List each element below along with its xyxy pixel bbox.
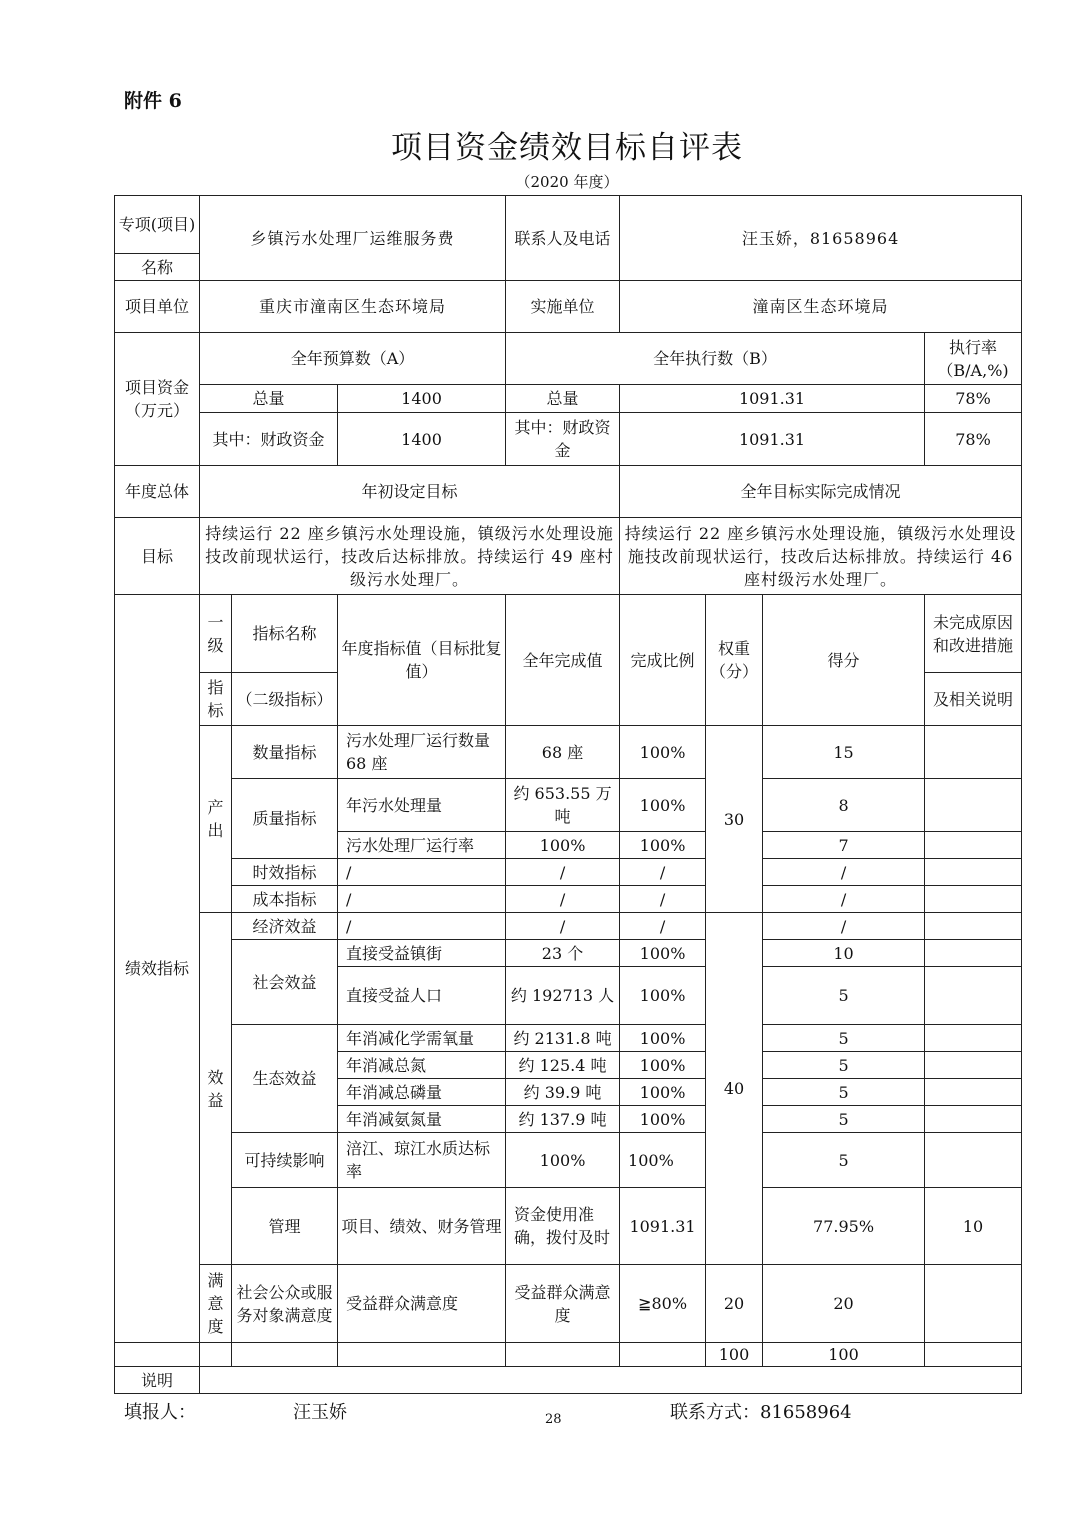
- contact-label: 联系人及电话: [506, 196, 620, 281]
- exec-header: 全年执行数（B）: [506, 333, 925, 385]
- indicator: 年消减总氮: [338, 1052, 506, 1079]
- reason: [925, 1079, 1022, 1106]
- h-weight: 权重（分）: [706, 595, 763, 726]
- funds-label: 项目资金（万元）: [115, 333, 200, 466]
- ratio: 100%: [620, 1106, 706, 1133]
- done: 约 192713 人: [506, 967, 620, 1025]
- h-level1: 一级: [200, 595, 232, 673]
- ratio: 100%: [620, 1079, 706, 1106]
- h-score: 得分: [763, 595, 925, 726]
- empty-cell: [200, 1343, 232, 1367]
- h-name: 指标名称: [232, 595, 338, 673]
- l2: 经济效益: [232, 913, 338, 940]
- goal-set: 持续运行 22 座乡镇污水处理设施，镇级污水处理设施技改前现状运行，技改后达标排放。持续运行 49 座村级污水处理厂。: [200, 518, 620, 595]
- empty-cell: [232, 1343, 338, 1367]
- note-value: [200, 1367, 1022, 1394]
- ratio: 100%: [620, 1052, 706, 1079]
- total-exec: 1091.31: [620, 385, 925, 413]
- unit-value: 重庆市潼南区生态环境局: [200, 281, 506, 333]
- total-rate: 78%: [925, 385, 1022, 413]
- empty-cell: [925, 1343, 1022, 1367]
- score: 7: [763, 832, 925, 859]
- fiscal-rate: 78%: [925, 413, 1022, 466]
- done: /: [506, 913, 620, 940]
- ratio: /: [620, 859, 706, 886]
- h-name-b: （二级指标）: [232, 673, 338, 726]
- ratio: 77.95%: [763, 1188, 925, 1265]
- ratio: 100%: [620, 1025, 706, 1052]
- reason: [925, 832, 1022, 859]
- indicator: 年污水处理量: [338, 779, 506, 832]
- l2: 数量指标: [232, 726, 338, 779]
- goal-actual-header: 全年目标实际完成情况: [620, 466, 1022, 518]
- empty-cell: [115, 1343, 200, 1367]
- goal-actual: 持续运行 22 座乡镇污水处理设施，镇级污水处理设施技改前现状运行，技改后达标排放。持续运行 46 座村级污水处理厂。: [620, 518, 1022, 595]
- h-reason-b: 及相关说明: [925, 673, 1022, 726]
- indicator: 直接受益镇街: [338, 940, 506, 967]
- fiscal-label: 其中：财政资金: [200, 413, 338, 466]
- indicator: 污水处理厂运行数量 68 座: [338, 726, 506, 779]
- score: 15: [763, 726, 925, 779]
- done: 约 2131.8 吨: [506, 1025, 620, 1052]
- contact-value: 汪玉娇，81658964: [620, 196, 1022, 281]
- fiscal-budget: 1400: [338, 413, 506, 466]
- empty-cell: [620, 1343, 706, 1367]
- total-label: 总量: [200, 385, 338, 413]
- rate-header: 执行率（B/A,%): [925, 333, 1022, 385]
- done: /: [506, 886, 620, 913]
- indicator: 直接受益人口: [338, 967, 506, 1025]
- indicator: 年消减总磷量: [338, 1079, 506, 1106]
- filler-name: 汪玉娇: [293, 1402, 347, 1423]
- reason: [925, 859, 1022, 886]
- total-weight: 100: [706, 1343, 763, 1367]
- ratio: 100%: [620, 832, 706, 859]
- attachment-label: 附件 6: [124, 90, 182, 112]
- done: /: [506, 859, 620, 886]
- page-number: 28: [545, 1412, 562, 1427]
- h-level1-b: 指标: [200, 673, 232, 726]
- empty-cell: [506, 1343, 620, 1367]
- note-label: 说明: [115, 1367, 200, 1394]
- indicator: 年消减化学需氧量: [338, 1025, 506, 1052]
- ratio: 100%: [620, 967, 706, 1025]
- score: 8: [763, 779, 925, 832]
- reason: [925, 1052, 1022, 1079]
- h-target: 年度指标值（目标批复值）: [338, 595, 506, 726]
- goal-label-2: 目标: [115, 518, 200, 595]
- impl-value: 潼南区生态环境局: [620, 281, 1022, 333]
- indicator: 受益群众满意度: [338, 1265, 506, 1343]
- footer-contact: 联系方式：81658964: [670, 1402, 852, 1423]
- score: 10: [763, 940, 925, 967]
- l2: 成本指标: [232, 886, 338, 913]
- done: 1091.31: [620, 1188, 706, 1265]
- done: 约 125.4 吨: [506, 1052, 620, 1079]
- reason: [925, 913, 1022, 940]
- ratio: /: [620, 886, 706, 913]
- score: /: [763, 859, 925, 886]
- l2: 时效指标: [232, 859, 338, 886]
- done: 受益群众满意度: [506, 1265, 620, 1343]
- l2: 质量指标: [232, 779, 338, 859]
- reason: [925, 1133, 1022, 1188]
- year-subtitle: （2020 年度）: [515, 173, 619, 191]
- weight: 10: [925, 1188, 1022, 1265]
- reason: [925, 726, 1022, 779]
- score: 5: [763, 1133, 925, 1188]
- score: 5: [763, 1106, 925, 1133]
- weight-output: 30: [706, 726, 763, 913]
- page-title: 项目资金绩效目标自评表: [391, 130, 743, 166]
- done: 100%: [506, 832, 620, 859]
- ratio: 100%: [620, 1133, 706, 1188]
- fiscal-exec-label: 其中：财政资金: [506, 413, 620, 466]
- filler-label: 填报人：: [124, 1402, 196, 1423]
- score: 5: [763, 1052, 925, 1079]
- fiscal-exec: 1091.31: [620, 413, 925, 466]
- done: 约 653.55 万吨: [506, 779, 620, 832]
- l2: 社会公众或服务对象满意度: [232, 1265, 338, 1343]
- indicator: 污水处理厂运行率: [338, 832, 506, 859]
- h-reason: 未完成原因和改进措施: [925, 595, 1022, 673]
- perf-label: 绩效指标: [115, 595, 200, 1343]
- indicator: 资金使用准确，拨付及时: [506, 1188, 620, 1265]
- reason: [925, 886, 1022, 913]
- evaluation-table: [114, 195, 1022, 1394]
- empty-cell: [338, 1343, 506, 1367]
- ratio: 100%: [620, 779, 706, 832]
- reason: [925, 1106, 1022, 1133]
- score: 5: [763, 1025, 925, 1052]
- done: 23 个: [506, 940, 620, 967]
- l2: 可持续影响: [232, 1133, 338, 1188]
- project-name: 乡镇污水处理厂运维服务费: [200, 196, 506, 281]
- l2: 生态效益: [232, 1025, 338, 1133]
- unit-label: 项目单位: [115, 281, 200, 333]
- ratio: 100%: [620, 726, 706, 779]
- h-ratio: 完成比例: [620, 595, 706, 726]
- group-output: 产出: [200, 726, 232, 913]
- reason: [925, 779, 1022, 832]
- reason: [925, 1265, 1022, 1343]
- goal-label: 年度总体: [115, 466, 200, 518]
- h-done: 全年完成值: [506, 595, 620, 726]
- indicator: /: [338, 859, 506, 886]
- indicator: 年消减氨氮量: [338, 1106, 506, 1133]
- done: 约 39.9 吨: [506, 1079, 620, 1106]
- group-mgmt: 管理: [232, 1188, 338, 1265]
- ratio: ≧80%: [620, 1265, 706, 1343]
- ratio: 100%: [620, 940, 706, 967]
- score: 5: [763, 967, 925, 1025]
- project-label: 专项(项目): [115, 196, 200, 254]
- done: 100%: [506, 1133, 620, 1188]
- reason: [925, 940, 1022, 967]
- total-budget: 1400: [338, 385, 506, 413]
- reason: [925, 967, 1022, 1025]
- done: 约 137.9 吨: [506, 1106, 620, 1133]
- score: /: [763, 913, 925, 940]
- weight: 20: [706, 1265, 763, 1343]
- indicator: /: [338, 913, 506, 940]
- budget-header: 全年预算数（A）: [200, 333, 506, 385]
- score: 20: [763, 1265, 925, 1343]
- indicator: 涪江、琼江水质达标率: [338, 1133, 506, 1188]
- group-satis: 满意度: [200, 1265, 232, 1343]
- project-label-2: 名称: [115, 254, 200, 281]
- group-benefit: 效益: [200, 913, 232, 1265]
- l2: 项目、绩效、财务管理: [338, 1188, 506, 1265]
- score: /: [763, 886, 925, 913]
- ratio: /: [620, 913, 706, 940]
- goal-set-header: 年初设定目标: [200, 466, 620, 518]
- l2: 社会效益: [232, 940, 338, 1025]
- done: 68 座: [506, 726, 620, 779]
- weight-benefit: 40: [706, 913, 763, 1265]
- total-exec-label: 总量: [506, 385, 620, 413]
- total-score: 100: [763, 1343, 925, 1367]
- reason: [925, 1025, 1022, 1052]
- indicator: /: [338, 886, 506, 913]
- score: 5: [763, 1079, 925, 1106]
- impl-label: 实施单位: [506, 281, 620, 333]
